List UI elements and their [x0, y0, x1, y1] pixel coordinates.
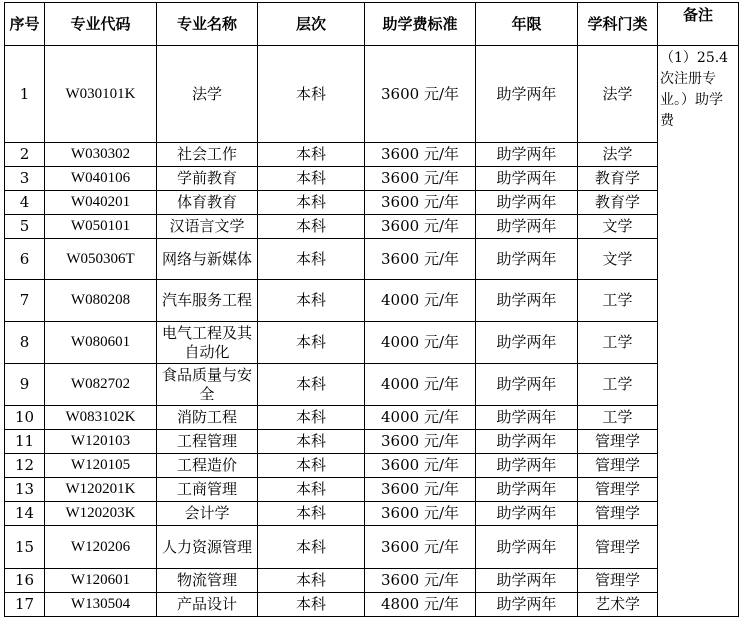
cell-category: 管理学: [578, 502, 658, 526]
cell-name: 法学: [157, 46, 258, 143]
cell-seq: 15: [5, 526, 45, 569]
cell-fee: 4000 元/年: [365, 280, 476, 322]
cell-level: 本科: [258, 502, 365, 526]
cell-code: W130504: [45, 593, 157, 617]
table-body: [5, 46, 739, 617]
table-row: [5, 502, 739, 526]
cell-category: 工学: [578, 322, 658, 364]
cell-fee: 4000 元/年: [365, 322, 476, 364]
cell-level: 本科: [258, 430, 365, 454]
cell-name: 物流管理: [157, 569, 258, 593]
cell-code: W030101K: [45, 46, 157, 143]
cell-category: 法学: [578, 46, 658, 143]
cell-code: W120103: [45, 430, 157, 454]
cell-level: 本科: [258, 454, 365, 478]
cell-level: 本科: [258, 280, 365, 322]
cell-name: 电气工程及其自动化: [157, 322, 258, 364]
cell-level: 本科: [258, 191, 365, 215]
cell-level: 本科: [258, 46, 365, 143]
table-row: [5, 280, 739, 322]
cell-seq: 9: [5, 364, 45, 406]
cell-code: W120105: [45, 454, 157, 478]
table-row: [5, 215, 739, 239]
cell-name: 社会工作: [157, 143, 258, 167]
header-fee: 助学费标准: [365, 3, 476, 46]
cell-fee: 4800 元/年: [365, 593, 476, 617]
cell-fee: 3600 元/年: [365, 46, 476, 143]
cell-fee: 4000 元/年: [365, 364, 476, 406]
notes-cell: （1）25.4次注册专业。）助学费: [658, 46, 739, 617]
cell-fee: 3600 元/年: [365, 239, 476, 280]
cell-code: W050306T: [45, 239, 157, 280]
header-code: 专业代码: [45, 3, 157, 46]
cell-name: 人力资源管理: [157, 526, 258, 569]
cell-years: 助学两年: [476, 569, 578, 593]
cell-level: 本科: [258, 143, 365, 167]
cell-years: 助学两年: [476, 167, 578, 191]
cell-years: 助学两年: [476, 280, 578, 322]
cell-code: W040201: [45, 191, 157, 215]
cell-level: 本科: [258, 322, 365, 364]
table-row: [5, 191, 739, 215]
cell-category: 管理学: [578, 454, 658, 478]
table-row: [5, 46, 739, 143]
cell-years: 助学两年: [476, 454, 578, 478]
cell-name: 工程管理: [157, 430, 258, 454]
cell-code: W120601: [45, 569, 157, 593]
cell-fee: 3600 元/年: [365, 478, 476, 502]
cell-seq: 7: [5, 280, 45, 322]
header-notes: 备注: [658, 3, 739, 46]
cell-level: 本科: [258, 239, 365, 280]
cell-years: 助学两年: [476, 46, 578, 143]
table-row: [5, 526, 739, 569]
cell-years: 助学两年: [476, 215, 578, 239]
cell-years: 助学两年: [476, 364, 578, 406]
cell-fee: 3600 元/年: [365, 191, 476, 215]
header-name: 专业名称: [157, 3, 258, 46]
cell-level: 本科: [258, 478, 365, 502]
table-row: [5, 167, 739, 191]
cell-name: 工程造价: [157, 454, 258, 478]
cell-seq: 4: [5, 191, 45, 215]
cell-fee: 3600 元/年: [365, 526, 476, 569]
cell-category: 法学: [578, 143, 658, 167]
table-row: [5, 239, 739, 280]
table-row: [5, 569, 739, 593]
cell-seq: 14: [5, 502, 45, 526]
cell-code: W080601: [45, 322, 157, 364]
cell-code: W050101: [45, 215, 157, 239]
cell-category: 管理学: [578, 478, 658, 502]
cell-years: 助学两年: [476, 526, 578, 569]
cell-name: 产品设计: [157, 593, 258, 617]
cell-code: W083102K: [45, 406, 157, 430]
cell-name: 会计学: [157, 502, 258, 526]
cell-seq: 8: [5, 322, 45, 364]
cell-years: 助学两年: [476, 406, 578, 430]
cell-category: 文学: [578, 239, 658, 280]
cell-code: W030302: [45, 143, 157, 167]
cell-seq: 5: [5, 215, 45, 239]
cell-level: 本科: [258, 167, 365, 191]
cell-fee: 3600 元/年: [365, 430, 476, 454]
cell-level: 本科: [258, 569, 365, 593]
cell-seq: 6: [5, 239, 45, 280]
table-row: [5, 454, 739, 478]
table-row: [5, 322, 739, 364]
cell-name: 食品质量与安全: [157, 364, 258, 406]
cell-code: W080208: [45, 280, 157, 322]
cell-fee: 3600 元/年: [365, 167, 476, 191]
cell-level: 本科: [258, 593, 365, 617]
cell-name: 网络与新媒体: [157, 239, 258, 280]
cell-years: 助学两年: [476, 322, 578, 364]
cell-seq: 2: [5, 143, 45, 167]
cell-category: 文学: [578, 215, 658, 239]
cell-fee: 3600 元/年: [365, 143, 476, 167]
cell-seq: 10: [5, 406, 45, 430]
cell-category: 管理学: [578, 526, 658, 569]
header-category: 学科门类: [578, 3, 658, 46]
cell-fee: 3600 元/年: [365, 454, 476, 478]
table-row: [5, 593, 739, 617]
cell-code: W082702: [45, 364, 157, 406]
table-row: [5, 364, 739, 406]
cell-seq: 13: [5, 478, 45, 502]
cell-years: 助学两年: [476, 143, 578, 167]
header-years: 年限: [476, 3, 578, 46]
cell-category: 管理学: [578, 430, 658, 454]
cell-name: 体育教育: [157, 191, 258, 215]
cell-years: 助学两年: [476, 478, 578, 502]
cell-level: 本科: [258, 364, 365, 406]
cell-name: 汉语言文学: [157, 215, 258, 239]
cell-category: 教育学: [578, 191, 658, 215]
cell-category: 工学: [578, 406, 658, 430]
cell-fee: 3600 元/年: [365, 502, 476, 526]
cell-years: 助学两年: [476, 593, 578, 617]
cell-code: W120203K: [45, 502, 157, 526]
table-row: [5, 143, 739, 167]
majors-table: [4, 2, 739, 617]
cell-years: 助学两年: [476, 502, 578, 526]
cell-years: 助学两年: [476, 430, 578, 454]
cell-fee: 3600 元/年: [365, 569, 476, 593]
cell-seq: 12: [5, 454, 45, 478]
cell-category: 工学: [578, 364, 658, 406]
cell-category: 管理学: [578, 569, 658, 593]
header-level: 层次: [258, 3, 365, 46]
cell-category: 教育学: [578, 167, 658, 191]
cell-category: 工学: [578, 280, 658, 322]
cell-years: 助学两年: [476, 239, 578, 280]
table-row: [5, 430, 739, 454]
cell-seq: 17: [5, 593, 45, 617]
cell-category: 艺术学: [578, 593, 658, 617]
cell-seq: 1: [5, 46, 45, 143]
cell-name: 学前教育: [157, 167, 258, 191]
cell-code: W040106: [45, 167, 157, 191]
header-row: [5, 3, 739, 46]
cell-fee: 3600 元/年: [365, 215, 476, 239]
cell-name: 消防工程: [157, 406, 258, 430]
table-row: [5, 406, 739, 430]
cell-seq: 11: [5, 430, 45, 454]
cell-seq: 3: [5, 167, 45, 191]
cell-fee: 4000 元/年: [365, 406, 476, 430]
cell-name: 汽车服务工程: [157, 280, 258, 322]
cell-name: 工商管理: [157, 478, 258, 502]
cell-code: W120206: [45, 526, 157, 569]
cell-code: W120201K: [45, 478, 157, 502]
cell-level: 本科: [258, 526, 365, 569]
cell-seq: 16: [5, 569, 45, 593]
table-row: [5, 478, 739, 502]
cell-level: 本科: [258, 406, 365, 430]
cell-years: 助学两年: [476, 191, 578, 215]
cell-level: 本科: [258, 215, 365, 239]
header-seq: 序号: [5, 3, 45, 46]
